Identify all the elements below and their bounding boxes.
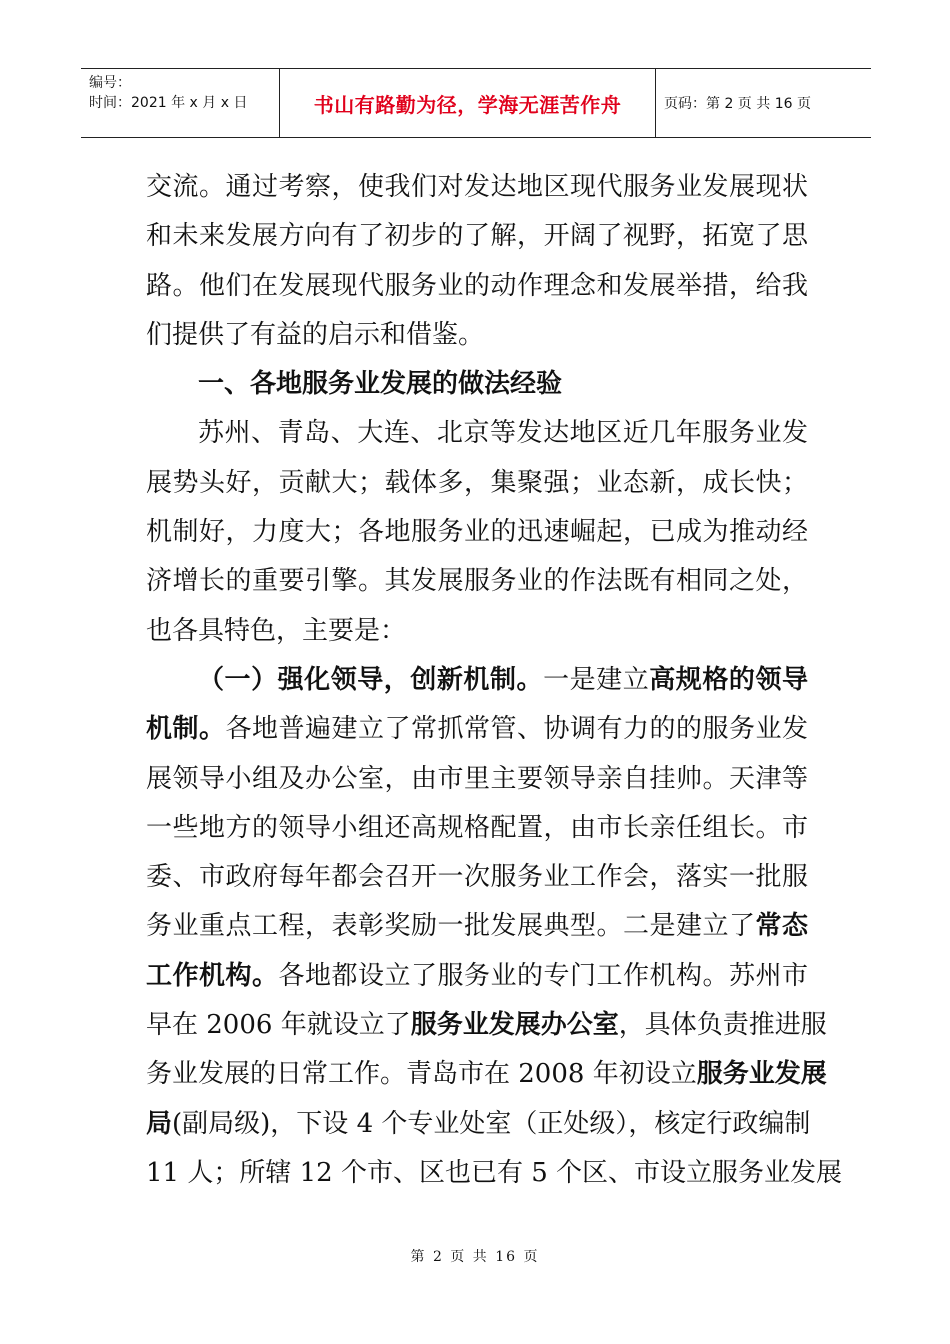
body-line: 工作机构。各地都设立了服务业的专门工作机构。苏州市 bbox=[146, 960, 808, 991]
body-line: 早在 2006 年就设立了服务业发展办公室，具体负责推进服 bbox=[146, 1010, 827, 1041]
body-line: 务业重点工程，表彰奖励一批发展典型。二是建立了常态 bbox=[146, 911, 808, 942]
bold-phrase: 工作机构。 bbox=[146, 960, 279, 991]
subsection-line: （一）强化领导，创新机制。一是建立高规格的领导 bbox=[198, 664, 808, 695]
bold-phrase: 服务业发展 bbox=[696, 1059, 827, 1090]
body-line: 机制好，力度大；各地服务业的迅速崛起，已成为推动经 bbox=[146, 517, 808, 548]
bold-phrase: 局 bbox=[146, 1108, 173, 1139]
time-label: 时间：2021 年 x 月 x 日 bbox=[89, 95, 248, 111]
page-footer: 第 2 页 共 16 页 bbox=[410, 1249, 540, 1265]
body-line: 也各具特色，主要是： bbox=[146, 615, 407, 646]
bold-phrase: 机制。 bbox=[146, 714, 226, 745]
body-line: 济增长的重要引擎。其发展服务业的作法既有相同之处， bbox=[146, 566, 808, 597]
number-label: 编号： bbox=[89, 75, 131, 91]
body-line: 11 人；所辖 12 个市、区也已有 5 个区、市设立服务业发展 bbox=[146, 1157, 843, 1188]
body-line: 路。他们在发展现代服务业的动作理念和发展举措，给我 bbox=[146, 270, 808, 301]
body-line: 展势头好，贡献大；载体多，集聚强；业态新，成长快； bbox=[146, 467, 808, 498]
body-line: 一些地方的领导小组还高规格配置，由市长亲任组长。市 bbox=[146, 812, 808, 843]
bold-phrase: 服务业发展办公室 bbox=[410, 1010, 619, 1041]
body-line: 和未来发展方向有了初步的了解，开阔了视野，拓宽了思 bbox=[146, 221, 808, 252]
document-body bbox=[146, 163, 843, 1198]
bold-phrase: 高规格的领导 bbox=[649, 664, 808, 695]
page-header bbox=[81, 68, 871, 138]
section-heading: 一、各地服务业发展的做法经验 bbox=[198, 369, 563, 400]
body-line: 机制。各地普遍建立了常抓常管、协调有力的的服务业发 bbox=[146, 714, 808, 745]
subsection-heading: （一）强化领导，创新机制。 bbox=[198, 664, 544, 695]
body-line: 局(副局级)，下设 4 个专业处室（正处级），核定行政编制 bbox=[146, 1108, 811, 1139]
body-line: 务业发展的日常工作。青岛市在 2008 年初设立服务业发展 bbox=[146, 1059, 827, 1090]
header-meta bbox=[81, 69, 280, 137]
header-page-info: 页码：第 2 页 共 16 页 bbox=[664, 96, 811, 112]
bold-phrase: 常态 bbox=[755, 911, 808, 942]
body-line: 委、市政府每年都会召开一次服务业工作会，落实一批服 bbox=[146, 862, 808, 893]
header-motto: 书山有路勤为径，学海无涯苦作舟 bbox=[280, 69, 656, 137]
body-line: 展领导小组及办公室，由市里主要领导亲自挂帅。天津等 bbox=[146, 763, 808, 794]
body-line: 交流。通过考察，使我们对发达地区现代服务业发展现状 bbox=[146, 172, 808, 202]
body-line: 苏州、青岛、大连、北京等发达地区近几年服务业发 bbox=[198, 418, 808, 449]
body-line: 们提供了有益的启示和借鉴。 bbox=[146, 319, 485, 350]
